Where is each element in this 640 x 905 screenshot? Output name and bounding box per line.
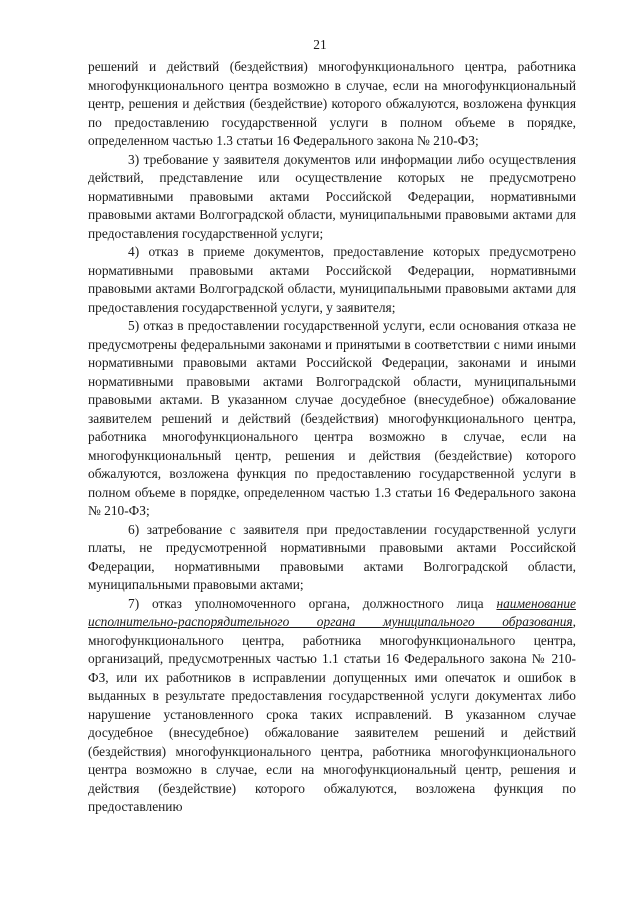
paragraph-item-3: 3) требование у заявителя документов или информации либо осуществления действий, представление или осуществление которых не предусмотрено нормативными правовыми актами Российской Федерации, нормативными правовыми актами Волгоградской области, муниципальными правовыми актами для предоставления государственной услуги;: [88, 151, 576, 241]
paragraph-continuation: решений и действий (бездействия) многофункционального центра, работника многофункционального центра возможно в случае, если на многофункциональный центр, решения и действия (бездействие) которого обжалуются, возложена функция по предоставлению государственной услуги в полном объеме в порядке, определенном частью 1.3 статьи 16 Федерального закона № 210-ФЗ;: [88, 59, 576, 148]
paragraph-item-5: 5) отказ в предоставлении государственной услуги, если основания отказа не предусмотрены федеральными законами и принятыми в соответствии с ними иными нормативными правовыми актами Российской Федерации, законами и иными нормативными правовыми актами Волгоградской области, муниципальными правовыми актами. В указанном случае досудебное (внесудебное) обжалование заявителем решений и действий (бездействия) многофункционального центра, работника многофункционального центра возможно в случае, если на многофункциональный центр, решения и действия (бездействие) которого обжалуются, возложена функция по предоставлению государственной услуги в полном объеме в порядке, определенном частью 1.3 статьи 16 Федерального закона № 210-ФЗ;: [88, 318, 576, 518]
paragraph-item-7-text-start: 7) отказ уполномоченного органа, должностного лица: [128, 595, 497, 611]
paragraph-item-7: [88, 595, 576, 817]
paragraph-item-7-text-end: , многофункционального центра, работника многофункционального центра, организаций, предусмотренных частью 1.1 статьи 16 Федерального закона № 210-ФЗ, или их работников в исправлении допущенных ими опечаток и ошибок в выданных в результате предоставления государственной услуги документах либо нарушение установленного срока таких исправлений. В указанном случае досудебное (внесудебное) обжалование заявителем решений и действий (бездействия) многофункционального центра, работника многофункционального центра возможно в случае, если на многофункциональный центр, решения и действия (бездействие) которого обжалуются, возложена функция по предоставлению: [88, 614, 576, 814]
placeholder-organ-name: наименование исполнительно-распорядительного органа муниципального образования: [88, 595, 576, 629]
paragraph-item-4: 4) отказ в приеме документов, предоставление которых предусмотрено нормативными правовыми актами Российской Федерации, нормативными правовыми актами Волгоградской области, муниципальными правовыми актами для предоставления государственной услуги, у заявителя;: [88, 244, 576, 315]
document-body: [88, 58, 576, 817]
paragraph-item-6: 6) затребование с заявителя при предоставлении государственной услуги платы, не предусмотренной нормативными правовыми актами Российской Федерации, нормативными правовыми актами Волгоградской области, муниципальными правовыми актами;: [88, 521, 576, 592]
page-number: 21: [313, 37, 327, 52]
